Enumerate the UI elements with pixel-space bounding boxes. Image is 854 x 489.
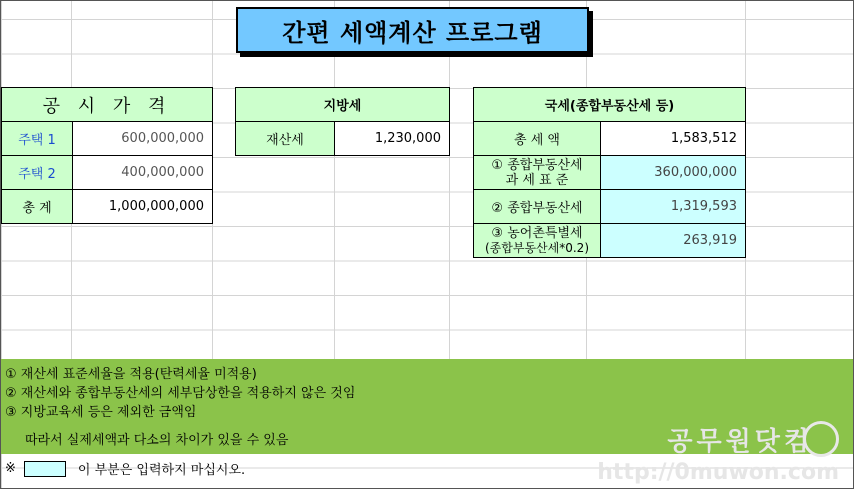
reference-mark: ※ <box>5 461 16 476</box>
note-2: ② 재산세와 종합부동산세의 세부담상한을 적용하지 않은 것임 <box>5 386 356 401</box>
input-color-swatch <box>24 461 66 477</box>
grid-line <box>334 1 335 361</box>
comprehensive-tax-base-label <box>474 156 601 190</box>
rural-special-tax-label <box>474 224 601 258</box>
house1-label: 주택 1 <box>2 122 73 156</box>
public-price-header: 공 시 가 격 <box>2 88 213 122</box>
table-row <box>2 190 213 224</box>
property-tax-value: 1,230,000 <box>335 122 450 156</box>
table-row <box>2 156 213 190</box>
page-title: 간편 세액계산 프로그램 <box>236 7 589 53</box>
note-4: 따라서 실제세액과 다소의 차이가 있을 수 있음 <box>25 433 289 448</box>
rural-special-tax-value: 263,919 <box>601 224 746 258</box>
comprehensive-tax-value: 1,319,593 <box>601 190 746 224</box>
table-row <box>236 122 450 156</box>
table-row <box>474 156 746 190</box>
table-row <box>2 122 213 156</box>
label-line: 과 세 표 준 <box>505 172 569 188</box>
comprehensive-tax-base-value: 360,000,000 <box>601 156 746 190</box>
table-row <box>474 122 746 156</box>
grid-line <box>449 1 450 361</box>
house2-label: 주택 2 <box>2 156 73 190</box>
public-price-table <box>1 87 213 224</box>
note-3: ③ 지방교육세 등은 제외한 금액임 <box>5 405 197 420</box>
table-row <box>474 190 746 224</box>
national-tax-table <box>473 87 746 258</box>
label-line: ① 종합부동산세 <box>491 157 583 173</box>
local-tax-table <box>235 87 450 156</box>
note-1: ① 재산세 표준세율을 적용(탄력세율 미적용) <box>5 367 257 382</box>
total-label: 총 계 <box>2 190 73 224</box>
national-tax-header: 국세(종합부동산세 등) <box>474 88 746 122</box>
label-line: ③ 농어촌특별세 <box>491 225 583 241</box>
watermark-url: http://0muwon.com <box>597 460 839 485</box>
footer-legend <box>5 459 245 478</box>
comprehensive-tax-label: ② 종합부동산세 <box>474 190 601 224</box>
house2-price-input[interactable]: 400,000,000 <box>73 156 213 190</box>
total-tax-value: 1,583,512 <box>601 122 746 156</box>
footer-text: 이 부분은 입력하지 마십시오. <box>77 463 246 478</box>
watermark-name: 공무원닷컴 <box>667 427 813 457</box>
watermark-logo-icon <box>803 421 839 457</box>
total-tax-label: 총 세 액 <box>474 122 601 156</box>
label-line: (종합부동산세*0.2) <box>485 240 589 255</box>
table-row <box>474 224 746 258</box>
property-tax-label: 재산세 <box>236 122 335 156</box>
local-tax-header: 지방세 <box>236 88 450 122</box>
total-price-value: 1,000,000,000 <box>73 190 213 224</box>
house1-price-input[interactable]: 600,000,000 <box>73 122 213 156</box>
